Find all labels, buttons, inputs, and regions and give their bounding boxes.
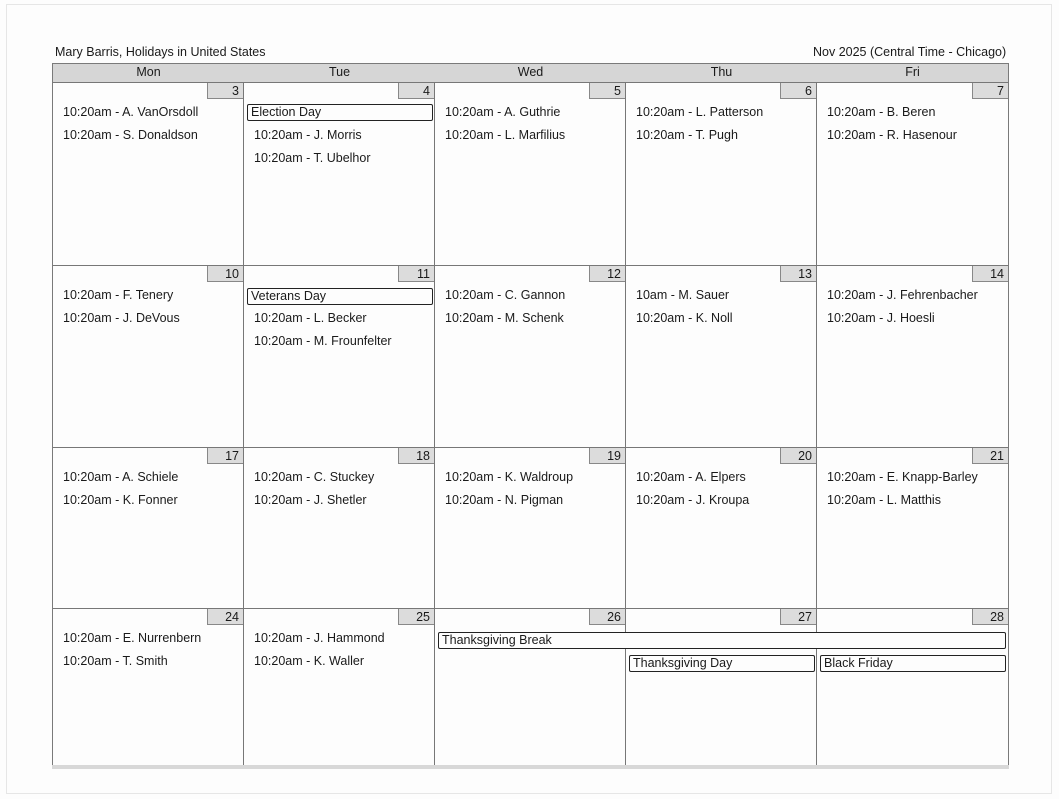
day-number: 19 xyxy=(589,448,625,464)
day-number: 12 xyxy=(589,266,625,282)
event-item[interactable]: 10:20am - F. Tenery xyxy=(63,288,174,302)
day-cell[interactable] xyxy=(244,448,435,608)
day-cell[interactable] xyxy=(626,83,817,265)
day-cell[interactable] xyxy=(817,448,1008,608)
event-item[interactable]: 10:20am - J. Morris xyxy=(254,128,362,142)
event-item[interactable]: 10:20am - A. Guthrie xyxy=(445,105,561,119)
event-item[interactable]: 10:20am - S. Donaldson xyxy=(63,128,198,142)
day-number: 11 xyxy=(398,266,434,282)
day-number: 27 xyxy=(780,609,816,625)
day-cell[interactable] xyxy=(244,609,435,767)
week-row xyxy=(53,447,1008,608)
event-item[interactable]: 10:20am - J. Hoesli xyxy=(827,311,935,325)
day-cell[interactable] xyxy=(53,609,244,767)
holiday-event[interactable]: Election Day xyxy=(247,104,433,121)
calendar-footer-band xyxy=(52,765,1009,769)
event-item[interactable]: 10:20am - L. Marfilius xyxy=(445,128,566,142)
day-number: 10 xyxy=(207,266,243,282)
day-cell[interactable] xyxy=(53,83,244,265)
multi-day-event[interactable]: Thanksgiving Break xyxy=(438,632,1006,649)
event-item[interactable]: 10:20am - M. Schenk xyxy=(445,311,564,325)
day-cell[interactable] xyxy=(435,448,626,608)
holiday-event[interactable]: Veterans Day xyxy=(247,288,433,305)
event-item[interactable]: 10:20am - K. Waller xyxy=(254,654,364,668)
day-number: 28 xyxy=(972,609,1008,625)
day-number: 4 xyxy=(398,83,434,99)
day-number: 21 xyxy=(972,448,1008,464)
holiday-event[interactable]: Thanksgiving Day xyxy=(629,655,815,672)
event-item[interactable]: 10:20am - J. Hammond xyxy=(254,631,385,645)
event-item[interactable]: 10:20am - N. Pigman xyxy=(445,493,564,507)
day-number: 18 xyxy=(398,448,434,464)
day-number: 7 xyxy=(972,83,1008,99)
day-cell[interactable] xyxy=(435,83,626,265)
event-item[interactable]: 10:20am - J. Kroupa xyxy=(636,493,750,507)
event-item[interactable]: 10:20am - T. Pugh xyxy=(636,128,738,142)
day-number: 20 xyxy=(780,448,816,464)
holiday-event[interactable]: Black Friday xyxy=(820,655,1006,672)
calendar-month-title: Nov 2025 (Central Time - Chicago) xyxy=(813,45,1007,59)
event-item[interactable]: 10:20am - B. Beren xyxy=(827,105,936,119)
event-item[interactable]: 10:20am - J. Fehrenbacher xyxy=(827,288,978,302)
event-item[interactable]: 10:20am - A. VanOrsdoll xyxy=(63,105,199,119)
day-cell[interactable] xyxy=(626,448,817,608)
weekday-fri: Fri xyxy=(905,65,920,79)
event-item[interactable]: 10:20am - K. Fonner xyxy=(63,493,178,507)
day-number: 26 xyxy=(589,609,625,625)
event-item[interactable]: 10:20am - T. Ubelhor xyxy=(254,151,371,165)
event-item[interactable]: 10:20am - M. Frounfelter xyxy=(254,334,392,348)
event-item[interactable]: 10am - M. Sauer xyxy=(636,288,730,302)
day-cell[interactable] xyxy=(817,266,1008,447)
calendar-owner-title: Mary Barris, Holidays in United States xyxy=(55,45,266,59)
event-item[interactable]: 10:20am - L. Matthis xyxy=(827,493,941,507)
event-item[interactable]: 10:20am - C. Stuckey xyxy=(254,470,375,484)
event-item[interactable]: 10:20am - J. Shetler xyxy=(254,493,367,507)
day-cell[interactable] xyxy=(244,266,435,447)
event-item[interactable]: 10:20am - A. Elpers xyxy=(636,470,746,484)
day-cell[interactable] xyxy=(435,266,626,447)
week-row xyxy=(53,608,1008,767)
event-item[interactable]: 10:20am - R. Hasenour xyxy=(827,128,957,142)
day-number: 14 xyxy=(972,266,1008,282)
day-number: 3 xyxy=(207,83,243,99)
weekday-mon: Mon xyxy=(136,65,161,79)
day-cell[interactable] xyxy=(53,448,244,608)
weekday-wed: Wed xyxy=(517,65,544,79)
event-item[interactable]: 10:20am - T. Smith xyxy=(63,654,168,668)
day-cell[interactable] xyxy=(244,83,435,265)
day-number: 17 xyxy=(207,448,243,464)
weekday-thu: Thu xyxy=(710,65,733,79)
event-item[interactable]: 10:20am - C. Gannon xyxy=(445,288,566,302)
day-number: 24 xyxy=(207,609,243,625)
week-row xyxy=(53,82,1008,265)
event-item[interactable]: 10:20am - K. Waldroup xyxy=(445,470,574,484)
day-number: 5 xyxy=(589,83,625,99)
event-item[interactable]: 10:20am - J. DeVous xyxy=(63,311,180,325)
day-cell[interactable] xyxy=(817,83,1008,265)
day-cell[interactable] xyxy=(626,266,817,447)
day-number: 13 xyxy=(780,266,816,282)
event-item[interactable]: 10:20am - E. Nurrenbern xyxy=(63,631,202,645)
event-item[interactable]: 10:20am - E. Knapp-Barley xyxy=(827,470,978,484)
weekday-tue: Tue xyxy=(328,65,351,79)
event-item[interactable]: 10:20am - A. Schiele xyxy=(63,470,179,484)
day-cell[interactable] xyxy=(53,266,244,447)
event-item[interactable]: 10:20am - L. Becker xyxy=(254,311,367,325)
week-row xyxy=(53,265,1008,447)
event-item[interactable]: 10:20am - K. Noll xyxy=(636,311,733,325)
weekday-header xyxy=(53,64,1008,83)
event-item[interactable]: 10:20am - L. Patterson xyxy=(636,105,764,119)
month-calendar-grid xyxy=(52,63,1009,768)
day-number: 25 xyxy=(398,609,434,625)
day-number: 6 xyxy=(780,83,816,99)
